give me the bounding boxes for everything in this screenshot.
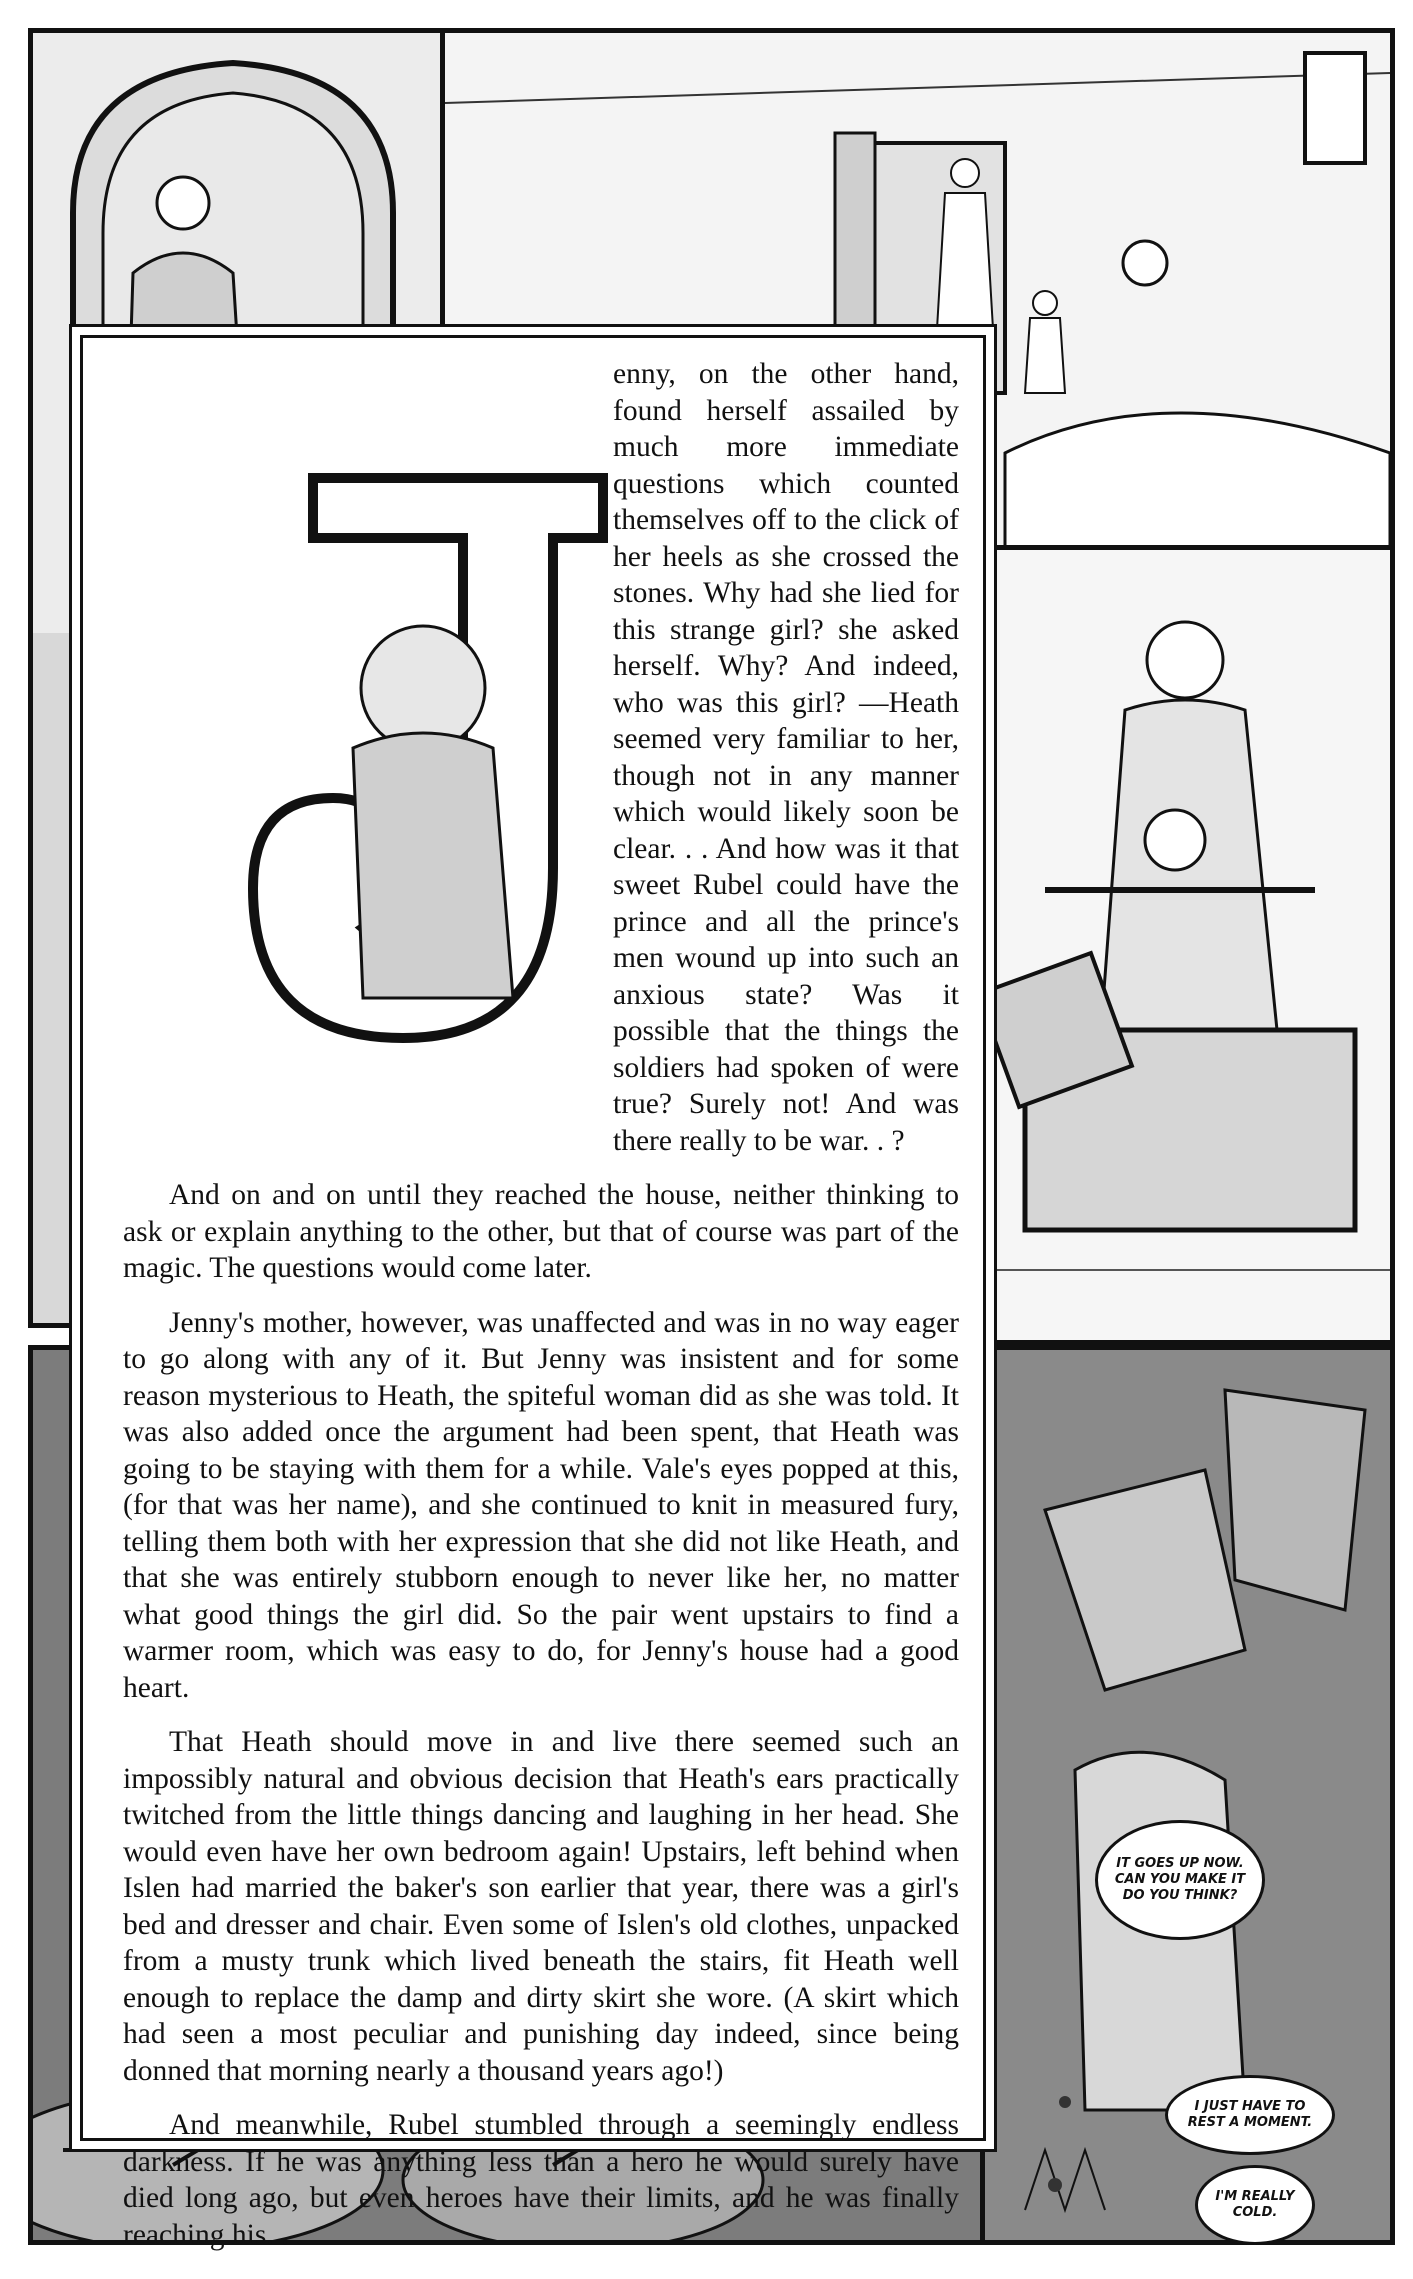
story-paragraph: That Heath should move in and live there seemed such an impossibly natural and obvious decision that Heath's ears practically twitched from the little things dancing and laughing in her head. She would even have her own bedroom again! Upstairs, left behind when Islen had married the baker's son earlier that year, there was a girl's bed and dresser and chair. Even some of Islen's old clothes, unpacked from a musty trunk which lived beneath the stairs, fit Heath well enough to replace the damp and dirty skirt she wore. (A skirt which had seen a most peculiar and punishing day indeed, since being donned that morning nearly a thousand years ago!) [123,1726,959,2087]
speech-bubble: IT GOES UP NOW. CAN YOU MAKE IT DO YOU THINK? [1095,1820,1265,1940]
trunk-illustration [985,550,1390,1340]
story-text-box [80,335,986,2251]
story-paragraph: And on and on until they reached the house, neither thinking to ask or explain anything to the other, but that of course was part of the magic. The questions would come later. [123,1179,959,1284]
story-text [123,356,959,2271]
story-paragraph: Jenny's mother, however, was unaffected and was in no way eager to go along with any of it. But Jenny was insistent and for some reason mysterious to Heath, the spiteful woman did as she was told. It was also added once the argument had been spent, that Heath was going to be staying with them for a while. Vale's eyes popped at this, (for that was her name), and she continued to knit in measured fury, telling them both with her expression that she did not like Heath, and that she was entirely stubborn enough to never like her, no matter what good things the girl did. So the pair went upstairs to find a warmer room, which was easy to do, for Jenny's house had a good heart. [123,1306,959,1704]
story-paragraph: enny, on the other hand, found herself assailed by much more immediate questions which counted themselves off to the click of her heels as she crossed the stones. Why had she lied for this strange girl? she asked herself. Why? And indeed, who was this girl? —Heath seemed very familiar to her, though not in any manner which would likely soon be clear. . . And how was it that sweet Rubel could have the prince and all the prince's men wound up into such an anxious state? Was it possible that the things the soldiers had spoken of were true? Surely not! And was there really to be war. . ? [613,358,959,1157]
panel-trunk [980,545,1395,1345]
speech-bubble: I'M REALLY COLD. [1195,2165,1315,2245]
story-paragraph: And meanwhile, Rubel stumbled through a seemingly endless darkness. If he was anything less than a hero he would surely have died long ago, but even heroes have their limits, and he was finally reaching his. . . [123,2109,959,2251]
speech-bubble: I JUST HAVE TO REST A MOMENT. [1165,2075,1335,2155]
